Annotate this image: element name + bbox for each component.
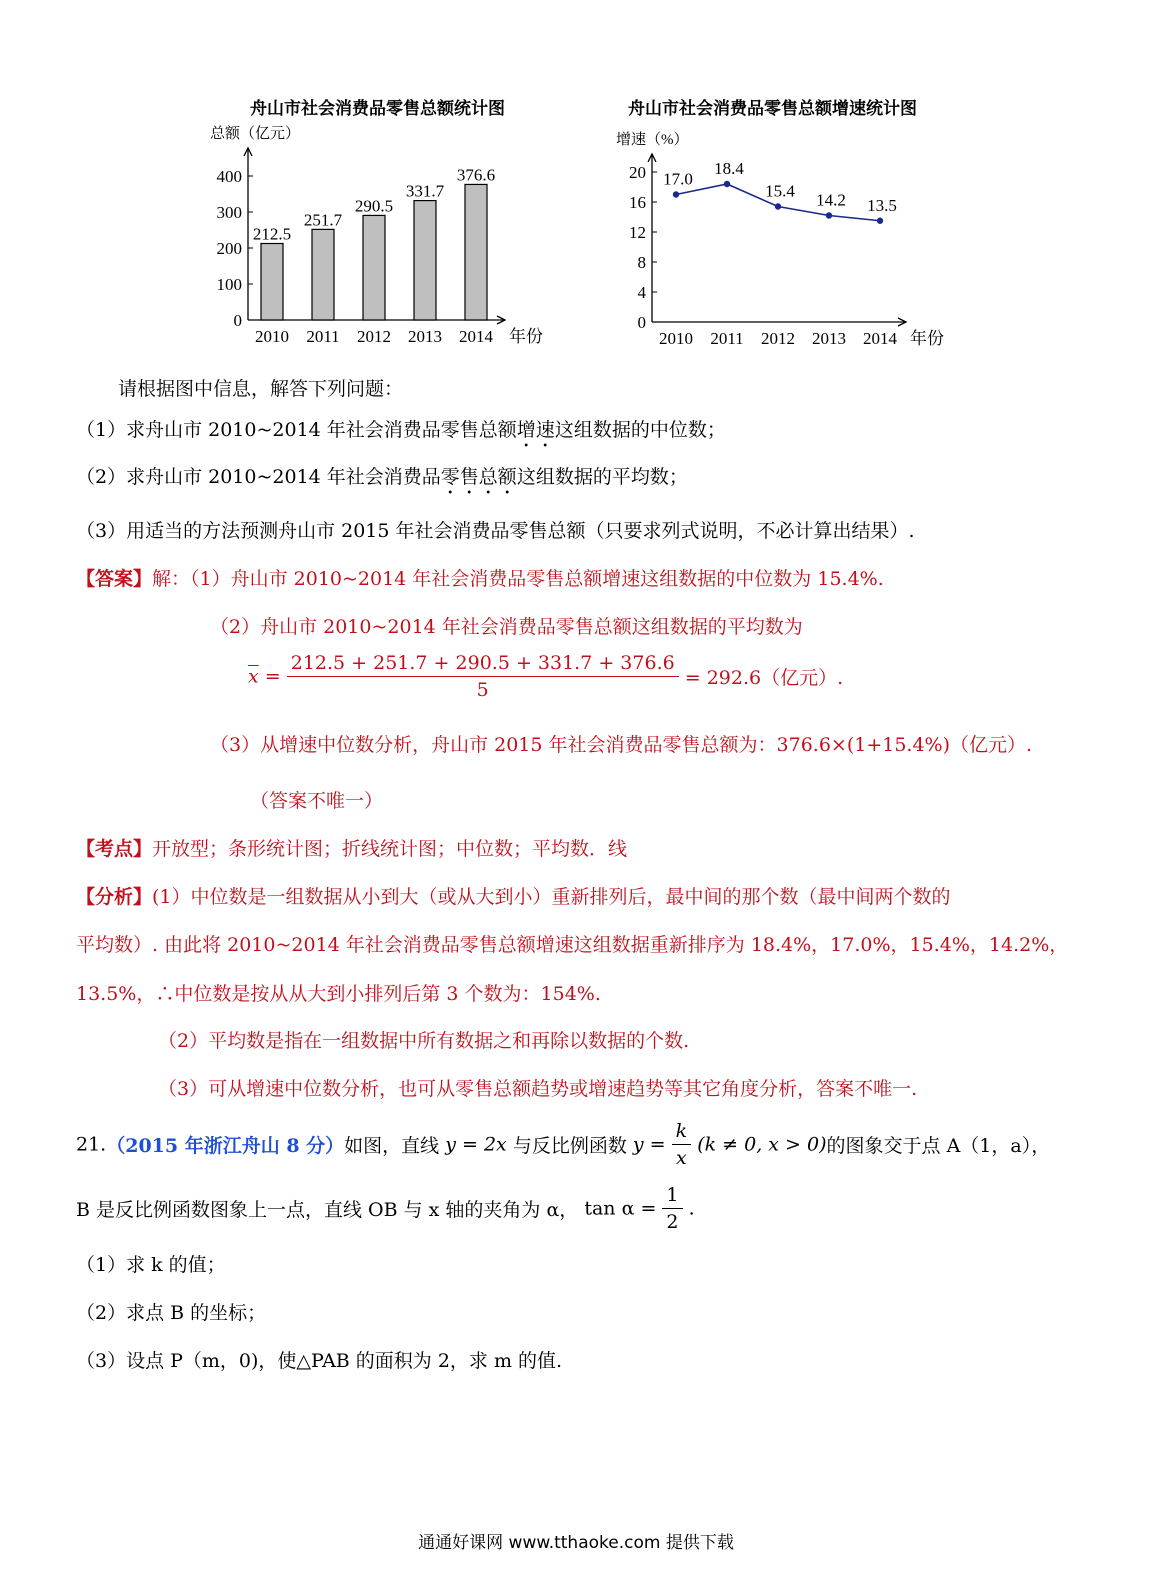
q2-end: 这组数据的平均数； — [516, 466, 688, 488]
line-chart — [610, 118, 970, 358]
y-tick-label: 12 — [629, 223, 646, 242]
p21-k-over-x — [672, 1120, 692, 1169]
bar-value-label: 212.5 — [252, 224, 292, 244]
bar-value-label: 376.6 — [456, 165, 496, 185]
y-tick-label: 4 — [637, 283, 646, 302]
mean-result: = 292.6（亿元）. — [684, 667, 844, 689]
answer-1-text: 解：（1）舟山市 2010~2014 年社会消费品零售总额增速这组数据的中位数为 15.4%. — [152, 568, 884, 590]
point-value-label: 18.4 — [714, 159, 744, 178]
analysis-3: 13.5%，∴中位数是按从从大到小排列后第 3 个数为：154%. — [76, 983, 601, 1005]
bar-chart — [200, 118, 560, 358]
p21-tan-den: 2 — [666, 1211, 679, 1233]
answer-1 — [76, 566, 1152, 592]
p21-question-1: （1）求 k 的值； — [76, 1254, 226, 1276]
bar-2011 — [312, 229, 334, 320]
p21-question-2: （2）求点 B 的坐标； — [76, 1302, 267, 1324]
x-tick-label: 2014 — [459, 327, 493, 346]
data-point-2010 — [673, 191, 679, 197]
analysis-tag: 【分析】 — [76, 886, 153, 908]
point-value-label: 13.5 — [867, 195, 897, 215]
mean-numerator: 212.5 + 251.7 + 290.5 + 331.7 + 376.6 — [287, 652, 679, 677]
question-2 — [76, 464, 1152, 499]
key-points-text: 开放型；条形统计图；折线统计图；中位数；平均数．线 — [152, 838, 628, 860]
x-axis-label: 年份 — [910, 329, 944, 348]
bar-2013 — [414, 201, 436, 320]
y-tick-label: 200 — [216, 239, 242, 258]
y-tick-label: 20 — [629, 163, 646, 182]
problem-21-line-2: B 是反比例函数图象上一点，直线 OB 与 x 轴的夹角为 α， tan α = $\frac{1}{2}$ . — [76, 1184, 695, 1233]
answer-note: （答案不唯一） — [250, 790, 384, 812]
p21-text-a: 如图，直线 — [344, 1135, 440, 1157]
q1-dotted: 增速 — [516, 419, 555, 441]
analysis-1 — [76, 884, 1152, 910]
question-3: （3）用适当的方法预测舟山市 2015 年社会消费品零售总额（只要求列式说明，不必计算出结果）. — [76, 520, 915, 542]
line-chart-title: 舟山市社会消费品零售总额增速统计图 — [628, 99, 917, 119]
data-point-2013 — [826, 212, 832, 218]
mean-symbol: $\overline{x}$ — [248, 665, 259, 688]
p21-question-3: （3）设点 P（m，0)，使△PAB 的面积为 2，求 m 的值. — [76, 1350, 563, 1372]
p21-cond: (k ≠ 0, x > 0) — [697, 1133, 827, 1156]
x-tick-label: 2013 — [408, 327, 442, 346]
answer-tag: 【答案】 — [76, 568, 153, 590]
equals-sign: = — [264, 665, 281, 688]
x-tick-label: 2012 — [357, 327, 391, 346]
data-point-2014 — [877, 218, 883, 224]
bar-2010 — [261, 244, 283, 321]
p21-line2-text: B 是反比例函数图象上一点，直线 OB 与 x 轴的夹角为 α， — [76, 1199, 579, 1221]
footer: 通通好课网 www.tthaoke.com 提供下载 — [418, 1533, 734, 1553]
problem-source: （2015 年浙江舟山 8 分） — [106, 1135, 345, 1157]
q2-text: （2）求舟山市 2010~2014 年社会消费品 — [76, 466, 441, 488]
intro-text: 请根据图中信息，解答下列问题： — [118, 378, 404, 400]
x-tick-label: 2014 — [863, 329, 897, 348]
q1-end: 这组数据的中位数； — [554, 419, 726, 441]
x-tick-label: 2011 — [306, 327, 340, 346]
mean-fraction — [287, 652, 679, 701]
y-tick-label: 0 — [637, 313, 646, 332]
analysis-1-text: (1）中位数是一组数据从小到大（或从大到小）重新排列后，最中间的那个数（最中间两个数的 — [152, 886, 951, 908]
q1-text: （1）求舟山市 2010~2014 年社会消费品零售总额 — [76, 419, 517, 441]
answer-2-formula — [248, 652, 1152, 701]
y-tick-label: 0 — [233, 311, 242, 330]
point-value-label: 15.4 — [765, 181, 795, 201]
p21-eq1: y = 2x — [445, 1133, 507, 1156]
p21-y-eq: y = — [632, 1133, 666, 1156]
answer-2: （2）舟山市 2010~2014 年社会消费品零售总额这组数据的平均数为 — [210, 616, 803, 638]
answer-3: （3）从增速中位数分析，舟山市 2015 年社会消费品零售总额为：376.6×(1+15.4%)（亿元）. — [210, 734, 1033, 756]
y-axis-label: 总额（亿元） — [210, 126, 301, 142]
q2-dotted: 零售总额 — [440, 466, 517, 488]
p21-text-b: 与反比例函数 — [512, 1135, 627, 1157]
bar-value-label: 290.5 — [354, 196, 394, 216]
point-value-label: 17.0 — [663, 169, 693, 189]
p21-x: x — [676, 1147, 687, 1169]
p21-tan-num: 1 — [662, 1184, 682, 1209]
p21-text-c: 的图象交于点 — [826, 1135, 941, 1157]
y-tick-label: 100 — [216, 275, 242, 294]
bar-chart-title: 舟山市社会消费品零售总额统计图 — [250, 99, 505, 119]
bar-2014 — [465, 184, 487, 320]
data-point-2011 — [724, 181, 730, 187]
x-tick-label: 2010 — [659, 329, 693, 348]
x-tick-label: 2012 — [761, 329, 795, 348]
problem-number: 21. — [76, 1133, 107, 1156]
y-axis-label: 增速（%） — [616, 132, 689, 148]
key-points — [76, 836, 1152, 862]
analysis-2: 平均数）. 由此将 2010~2014 年社会消费品零售总额增速这组数据重新排序为 18.4%，17.0%，15.4%，14.2%， — [76, 934, 1069, 956]
mean-denominator: 5 — [476, 679, 489, 701]
key-points-tag: 【考点】 — [76, 838, 153, 860]
p21-point-a: A（1，a）， — [946, 1135, 1051, 1157]
problem-21-line-1 — [76, 1120, 1152, 1169]
point-value-label: 14.2 — [816, 190, 846, 210]
bar-value-label: 251.7 — [303, 210, 343, 230]
y-tick-label: 400 — [216, 167, 242, 186]
y-tick-label: 300 — [216, 203, 242, 222]
p21-tan: tan α = — [584, 1197, 657, 1220]
p21-tan-fraction — [662, 1184, 682, 1233]
x-tick-label: 2010 — [255, 327, 289, 346]
y-tick-label: 16 — [629, 193, 646, 212]
data-point-2012 — [775, 203, 781, 209]
x-tick-label: 2011 — [710, 329, 744, 348]
p21-k: k — [672, 1120, 692, 1145]
analysis-5: （3）可从增速中位数分析，也可从零售总额趋势或增速趋势等其它角度分析，答案不唯一. — [158, 1078, 918, 1100]
x-axis-label: 年份 — [509, 327, 543, 346]
analysis-4: （2）平均数是指在一组数据中所有数据之和再除以数据的个数. — [158, 1030, 690, 1052]
question-1 — [76, 417, 1152, 452]
y-tick-label: 8 — [637, 253, 646, 272]
x-tick-label: 2013 — [812, 329, 846, 348]
bar-value-label: 331.7 — [405, 181, 445, 201]
bar-2012 — [363, 215, 385, 320]
